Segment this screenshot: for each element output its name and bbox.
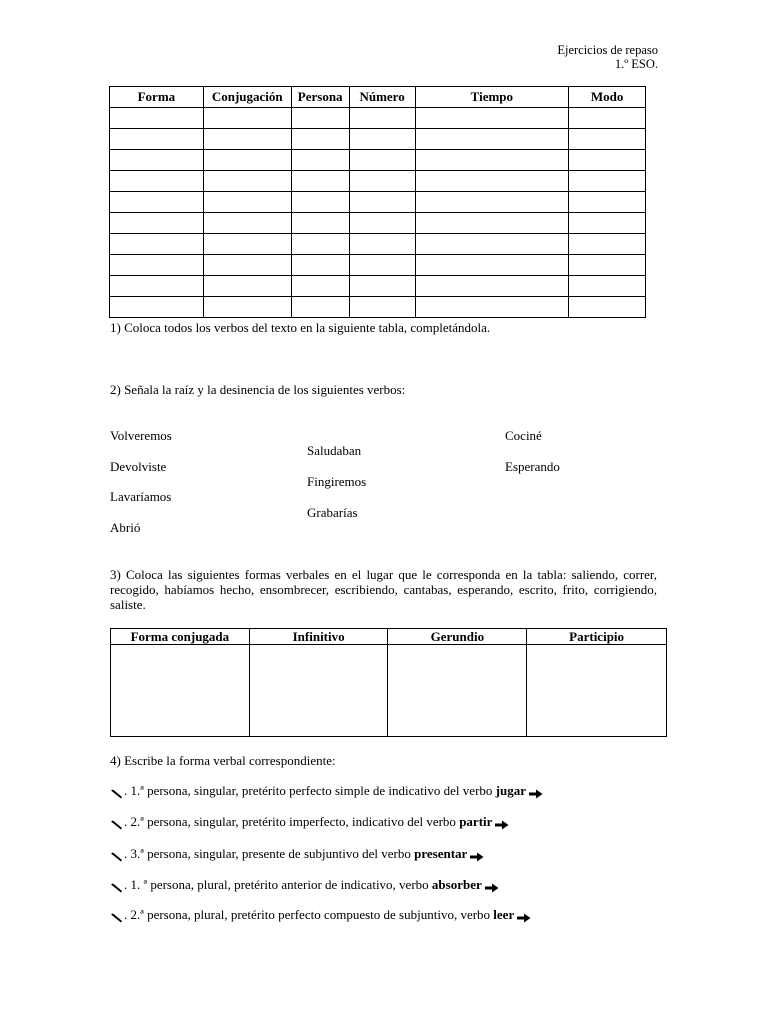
table-cell[interactable] [415, 213, 569, 234]
column-header: Forma conjugada [111, 629, 250, 645]
table-cell[interactable] [203, 234, 291, 255]
table-cell[interactable] [203, 255, 291, 276]
table-cell[interactable] [291, 234, 349, 255]
table-cell[interactable] [415, 255, 569, 276]
item-verb: partir [459, 814, 493, 829]
table-cell[interactable] [249, 645, 388, 737]
table-cell[interactable] [569, 276, 646, 297]
exercise-4-item [110, 877, 499, 893]
table-cell[interactable] [110, 192, 204, 213]
verb-forms-table [110, 628, 667, 737]
column-header: Forma [110, 87, 204, 108]
item-verb: leer [493, 907, 515, 922]
pencil-icon [110, 881, 123, 891]
table-cell[interactable] [415, 297, 569, 318]
verb-word: Esperando [505, 459, 560, 474]
table-cell[interactable] [569, 213, 646, 234]
table-cell[interactable] [349, 129, 415, 150]
item-text: . 3.ª persona, singular, presente de subjuntivo del verbo [124, 846, 415, 861]
table-cell[interactable] [291, 297, 349, 318]
table-cell[interactable] [110, 234, 204, 255]
table-cell[interactable] [349, 150, 415, 171]
table-cell[interactable] [291, 108, 349, 129]
table-cell[interactable] [291, 171, 349, 192]
column-header: Conjugación [203, 87, 291, 108]
item-text: . 1. ª persona, plural, pretérito anterior de indicativo, verbo [124, 877, 432, 892]
table-cell[interactable] [110, 171, 204, 192]
table-row [110, 150, 646, 171]
table-cell[interactable] [349, 213, 415, 234]
table-row [110, 108, 646, 129]
column-header: Modo [569, 87, 646, 108]
table-cell[interactable] [415, 276, 569, 297]
exercise-4-item [110, 814, 509, 830]
arrow-right-icon [470, 850, 484, 860]
column-header: Gerundio [388, 629, 527, 645]
pencil-icon [110, 818, 123, 828]
table-cell[interactable] [349, 297, 415, 318]
table-cell[interactable] [569, 234, 646, 255]
pencil-icon [110, 850, 123, 860]
table-cell[interactable] [291, 213, 349, 234]
table-cell[interactable] [110, 150, 204, 171]
table-row [110, 213, 646, 234]
table-header-row [110, 87, 646, 108]
table-cell[interactable] [415, 150, 569, 171]
exercise-4-item [110, 907, 531, 923]
table-cell[interactable] [527, 645, 667, 737]
column-header: Persona [291, 87, 349, 108]
table-cell[interactable] [110, 213, 204, 234]
item-text: . 1.ª persona, singular, pretérito perfecto simple de indicativo del verbo [124, 783, 496, 798]
table-cell[interactable] [291, 255, 349, 276]
table-cell[interactable] [569, 192, 646, 213]
verb-word: Saludaban [307, 443, 362, 458]
table-cell[interactable] [203, 150, 291, 171]
table-row [110, 276, 646, 297]
table-row [110, 192, 646, 213]
table-cell[interactable] [110, 108, 204, 129]
table-row [111, 645, 667, 737]
table-header-row [111, 629, 667, 645]
verb-word: Grabarías [307, 505, 358, 520]
table-cell[interactable] [203, 171, 291, 192]
verb-word: Volveremos [110, 428, 172, 443]
table-cell[interactable] [569, 108, 646, 129]
arrow-right-icon [485, 881, 499, 891]
table-cell[interactable] [349, 255, 415, 276]
exercise-4-item [110, 846, 484, 862]
table-cell[interactable] [415, 171, 569, 192]
item-text: . 2.ª persona, singular, pretérito imperfecto, indicativo del verbo [124, 814, 460, 829]
table-cell[interactable] [203, 192, 291, 213]
verb-word: Fingiremos [307, 474, 367, 489]
table-cell[interactable] [291, 129, 349, 150]
item-verb: jugar [495, 783, 526, 798]
table-cell[interactable] [203, 213, 291, 234]
table-cell[interactable] [111, 645, 250, 737]
table-cell[interactable] [349, 234, 415, 255]
table-cell[interactable] [291, 150, 349, 171]
table-cell[interactable] [569, 171, 646, 192]
table-cell[interactable] [110, 129, 204, 150]
table-row [110, 297, 646, 318]
exercise-4-instruction: 4) Escribe la forma verbal correspondiente: [110, 753, 336, 768]
table-cell[interactable] [349, 276, 415, 297]
exercise-3-instruction: 3) Coloca las siguientes formas verbales en el lugar que le corresponda en la tabla: saliendo, correr, recogido, habíamos hecho, ensombrecer, escribiendo, cantabas, esperando, escrito, frito, corrigiendo, saliste. [110, 567, 657, 612]
column-header: Participio [527, 629, 667, 645]
verb-word: Cociné [505, 428, 542, 443]
table-cell[interactable] [291, 192, 349, 213]
column-header: Número [349, 87, 415, 108]
exercise-4-item [110, 783, 543, 799]
arrow-right-icon [495, 818, 509, 828]
table-cell[interactable] [415, 129, 569, 150]
arrow-right-icon [529, 787, 543, 797]
item-text: . 2.ª persona, plural, pretérito perfecto compuesto de subjuntivo, verbo [124, 907, 494, 922]
header-level: 1.º ESO. [614, 57, 658, 71]
table-cell[interactable] [110, 276, 204, 297]
column-header: Infinitivo [249, 629, 388, 645]
pencil-icon [110, 787, 123, 797]
column-header: Tiempo [415, 87, 569, 108]
table-cell[interactable] [569, 129, 646, 150]
verb-analysis-table [109, 86, 646, 318]
verb-word: Lavaríamos [110, 489, 172, 504]
arrow-right-icon [517, 911, 531, 921]
table-row [110, 129, 646, 150]
table-cell[interactable] [203, 108, 291, 129]
table-cell[interactable] [349, 108, 415, 129]
pencil-icon [110, 911, 123, 921]
header-title: Ejercicios de repaso [557, 43, 658, 57]
table-cell[interactable] [291, 276, 349, 297]
table-row [110, 171, 646, 192]
table-cell[interactable] [203, 276, 291, 297]
exercise-1-instruction: 1) Coloca todos los verbos del texto en la siguiente tabla, completándola. [110, 320, 491, 335]
table-cell[interactable] [203, 297, 291, 318]
verb-word: Devolviste [110, 459, 167, 474]
item-verb: presentar [414, 846, 468, 861]
table-row [110, 234, 646, 255]
table-cell[interactable] [110, 255, 204, 276]
table-cell[interactable] [569, 297, 646, 318]
table-cell[interactable] [349, 171, 415, 192]
exercise-2-instruction: 2) Señala la raíz y la desinencia de los siguientes verbos: [110, 382, 406, 397]
table-cell[interactable] [110, 297, 204, 318]
table-cell[interactable] [569, 255, 646, 276]
table-cell[interactable] [415, 192, 569, 213]
table-cell[interactable] [415, 234, 569, 255]
verb-word: Abrió [110, 520, 141, 535]
table-cell[interactable] [388, 645, 527, 737]
table-cell[interactable] [349, 192, 415, 213]
table-cell[interactable] [569, 150, 646, 171]
table-cell[interactable] [203, 129, 291, 150]
table-cell[interactable] [415, 108, 569, 129]
table-row [110, 255, 646, 276]
item-verb: absorber [431, 877, 482, 892]
